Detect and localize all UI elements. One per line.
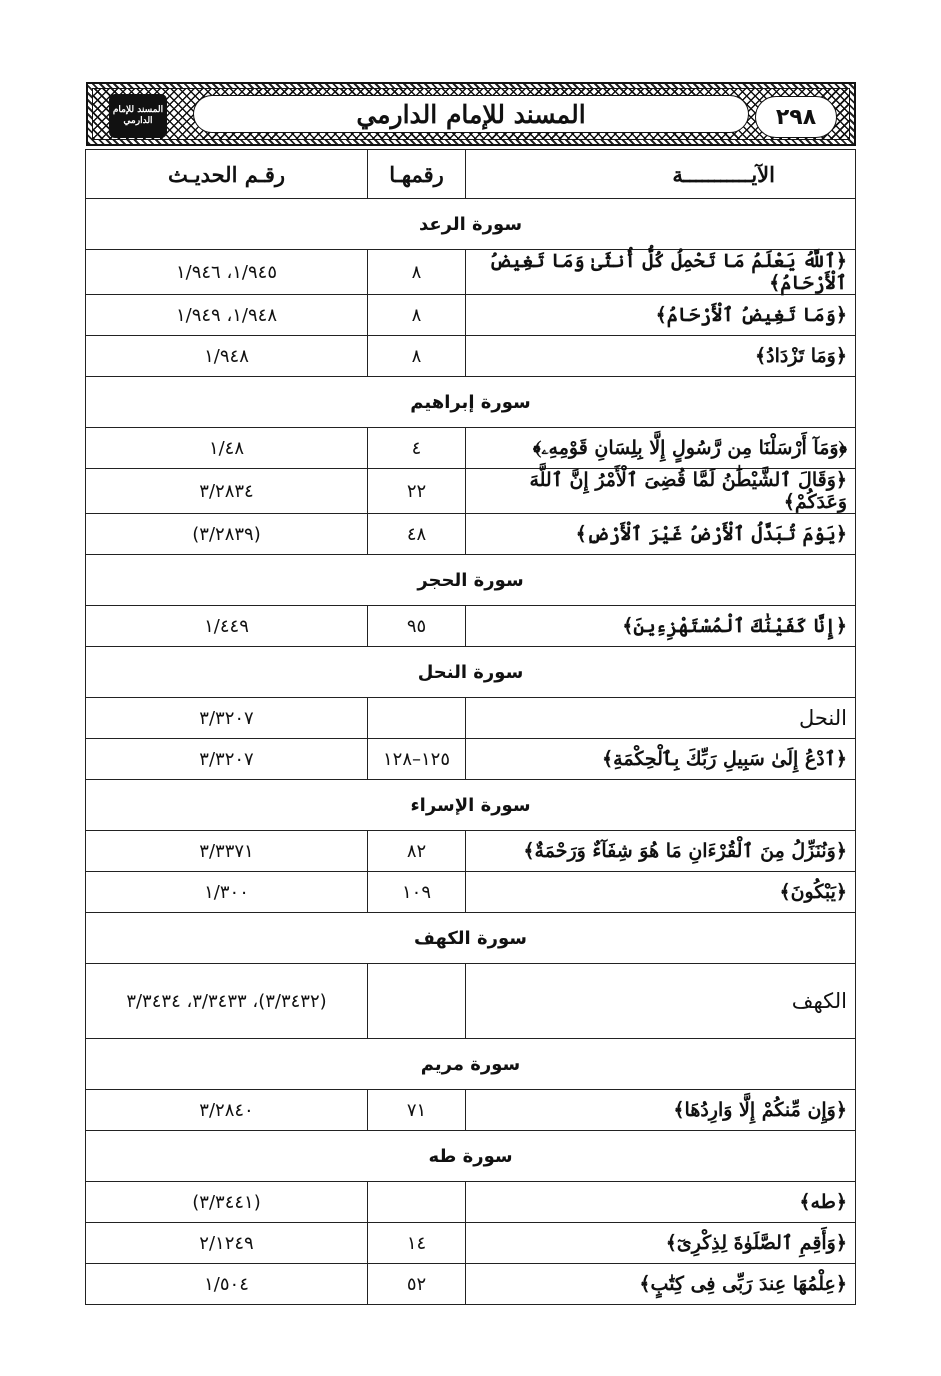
page-number: ٢٩٨: [755, 96, 837, 138]
ayah-index-table: [85, 149, 856, 1305]
table-row: [86, 606, 856, 647]
table-row: [86, 1264, 856, 1305]
surah-heading-row: [86, 199, 856, 250]
hadith-number-cell: ١/٤٨: [86, 428, 368, 469]
ayah-number-cell: ٢٢: [368, 469, 466, 514]
book-title: المسند للإمام الدارمي: [356, 99, 586, 129]
column-header-hadith: رقـم الحديـث: [86, 150, 368, 199]
table-header-row: [86, 150, 856, 199]
table-row: [86, 514, 856, 555]
ayah-cell: النحل: [466, 698, 856, 739]
surah-heading: سورة الحجر: [86, 555, 856, 606]
ayah-number-cell: [368, 1182, 466, 1223]
surah-heading: سورة الرعد: [86, 199, 856, 250]
table-row: [86, 964, 856, 1039]
surah-heading-row: [86, 1039, 856, 1090]
table-row: [86, 739, 856, 780]
hadith-number-cell: ٣/٢٨٣٤: [86, 469, 368, 514]
ayah-cell: ﴿يَوْمَ تُبَدَّلُ ٱلْأَرْضُ غَيْرَ ٱلْأَرْضِ﴾: [466, 514, 856, 555]
book-seal-logo: [109, 94, 167, 138]
column-header-number: رقمهـا: [368, 150, 466, 199]
hadith-number-cell: ٣/٣٢٠٧: [86, 739, 368, 780]
ayah-number-cell: [368, 964, 466, 1039]
surah-heading: سورة مريم: [86, 1039, 856, 1090]
ayah-cell: ﴿وَقَالَ ٱلشَّيْطَٰنُ لَمَّا قُضِىَ ٱلْأَمْرُ إِنَّ ٱللَّهَ وَعَدَكُمْ﴾: [466, 469, 856, 514]
ayah-number-cell: ٥٢: [368, 1264, 466, 1305]
ayah-cell: ﴿يَبْكُونَ﴾: [466, 872, 856, 913]
ayah-number-cell: ٨: [368, 250, 466, 295]
hadith-number-cell: ١/٣٠٠: [86, 872, 368, 913]
ayah-cell: ﴿إِنَّا كَفَيْنَٰكَ ٱلْمُسْتَهْزِءِينَ﴾: [466, 606, 856, 647]
ayah-cell: ﴿وَمَا تَزْدَادُ﴾: [466, 336, 856, 377]
ayah-cell: ﴿وَإِن مِّنكُمْ إِلَّا وَارِدُهَا﴾: [466, 1090, 856, 1131]
surah-heading-row: [86, 555, 856, 606]
table-body: [86, 199, 856, 1305]
surah-heading-row: [86, 647, 856, 698]
ayah-cell: ﴿وَأَقِمِ ٱلصَّلَوٰةَ لِذِكْرِىٓ﴾: [466, 1223, 856, 1264]
seal-text: المسند للإمام الدارمي: [112, 105, 164, 126]
hadith-number-cell: ٣/٢٨٤٠: [86, 1090, 368, 1131]
ayah-cell: ﴿عِلْمُهَا عِندَ رَبِّى فِى كِتَٰبٍ﴾: [466, 1264, 856, 1305]
table-row: [86, 698, 856, 739]
ayah-number-cell: ٤٨: [368, 514, 466, 555]
table-row: [86, 1090, 856, 1131]
table-row: [86, 872, 856, 913]
page-header: [86, 82, 856, 146]
ayah-cell: الكهف: [466, 964, 856, 1039]
hadith-number-cell: (٣/٢٨٣٩): [86, 514, 368, 555]
surah-heading-row: [86, 913, 856, 964]
surah-heading-row: [86, 1131, 856, 1182]
ayah-number-cell: ٨٢: [368, 831, 466, 872]
hadith-number-cell: (٣/٣٤٣٢)، ٣/٣٤٣٣، ٣/٣٤٣٤: [86, 964, 368, 1039]
table-row: [86, 336, 856, 377]
ayah-cell: ﴿وَنُنَزِّلُ مِنَ ٱلْقُرْءَانِ مَا هُوَ شِفَآءٌ وَرَحْمَةٌ﴾: [466, 831, 856, 872]
ayah-cell: ﴿وَمَآ أَرْسَلْنَا مِن رَّسُولٍ إِلَّا بِلِسَانِ قَوْمِهِۦ﴾: [466, 428, 856, 469]
surah-heading: سورة الإسراء: [86, 780, 856, 831]
table-row: [86, 428, 856, 469]
ayah-number-cell: ١٠٩: [368, 872, 466, 913]
surah-heading-row: [86, 377, 856, 428]
surah-heading: سورة طه: [86, 1131, 856, 1182]
header-ornament-border: [92, 88, 850, 140]
ayah-cell: ﴿طه﴾: [466, 1182, 856, 1223]
ayah-number-cell: ٧١: [368, 1090, 466, 1131]
ayah-cell: ﴿ٱللَّهُ يَعْلَمُ مَا تَحْمِلُ كُلُّ أُنثَىٰ وَمَا تَغِيضُ ٱلْأَرْحَامُ﴾: [466, 250, 856, 295]
ayah-cell: ﴿وَمَا تَغِيضُ ٱلْأَرْحَامُ﴾: [466, 295, 856, 336]
hadith-number-cell: ١/٩٤٥، ١/٩٤٦: [86, 250, 368, 295]
hadith-number-cell: ٣/٣٣٧١: [86, 831, 368, 872]
table-row: [86, 1223, 856, 1264]
surah-heading: سورة النحل: [86, 647, 856, 698]
hadith-number-cell: ٣/٣٢٠٧: [86, 698, 368, 739]
ayah-cell: ﴿ٱدْعُ إِلَىٰ سَبِيلِ رَبِّكَ بِٱلْحِكْمَةِ﴾: [466, 739, 856, 780]
table-row: [86, 831, 856, 872]
ayah-number-cell: ١٤: [368, 1223, 466, 1264]
hadith-number-cell: (٣/٣٤٤١): [86, 1182, 368, 1223]
table-row: [86, 295, 856, 336]
ayah-number-cell: ١٢٥–١٢٨: [368, 739, 466, 780]
ayah-number-cell: ٤: [368, 428, 466, 469]
ayah-number-cell: ٨: [368, 295, 466, 336]
table-row: [86, 1182, 856, 1223]
hadith-number-cell: ١/٥٠٤: [86, 1264, 368, 1305]
table-row: [86, 250, 856, 295]
hadith-number-cell: ١/٩٤٨: [86, 336, 368, 377]
hadith-number-cell: ٢/١٢٤٩: [86, 1223, 368, 1264]
hadith-number-cell: ١/٩٤٨، ١/٩٤٩: [86, 295, 368, 336]
title-cartouche: [193, 95, 749, 133]
surah-heading: سورة الكهف: [86, 913, 856, 964]
ayah-number-cell: ٨: [368, 336, 466, 377]
surah-heading-row: [86, 780, 856, 831]
ayah-number-cell: [368, 698, 466, 739]
ayah-number-cell: ٩٥: [368, 606, 466, 647]
surah-heading: سورة إبراهيم: [86, 377, 856, 428]
hadith-number-cell: ١/٤٤٩: [86, 606, 368, 647]
table-row: [86, 469, 856, 514]
column-header-ayah: الآيـــــــــــة: [466, 150, 856, 199]
